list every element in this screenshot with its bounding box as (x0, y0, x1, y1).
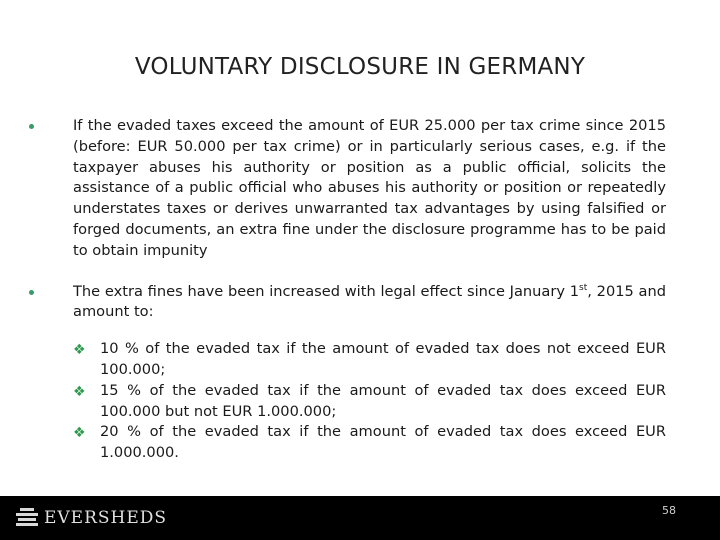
diamond-bullet-icon: ❖ (73, 425, 86, 442)
bullet-text-continued: , 2015 and amount to: (73, 282, 667, 321)
sub-bullet-text: 10 % of the evaded tax if the amount of evaded tax does not exceed EUR 100.000; (100, 340, 666, 378)
ordinal-superscript: st (579, 282, 588, 293)
page-number: 58 (662, 504, 676, 517)
bullet-text: The extra fines have been increased with legal effect since January 1 (73, 282, 580, 300)
sub-bullet-text: 20 % of the evaded tax if the amount of evaded tax does exceed EUR 1.000.000. (100, 423, 666, 462)
bullet-dot-icon (29, 290, 34, 295)
footer-bar (0, 496, 720, 540)
sub-bullet-item (73, 381, 666, 423)
sub-bullet-list (73, 339, 666, 464)
bullet-text: If the evaded taxes exceed the amount of EUR 25.000 per tax crime since 2015 (before: EUR 50.000 per tax crime) or in particularly serious cases, e.g. if the taxpayer abuses his authority or position as a public official, solicits the assistance of a public official who abuses his authority or position or repeatedly understates taxes or derives unwarranted tax advantages by using falsified or forged documents, an extra fine under the disclosure programme has to be paid to obtain impunity (73, 117, 666, 259)
sub-bullet-item (73, 339, 666, 381)
diamond-bullet-icon: ❖ (73, 342, 86, 359)
slide-title: VOLUNTARY DISCLOSURE IN GERMANY (134, 54, 586, 80)
bullet-list (29, 116, 666, 464)
logo-mark-icon (16, 507, 38, 529)
bullet-dot-icon (29, 124, 34, 129)
sub-bullet-text: 15 % of the evaded tax if the amount of evaded tax does exceed EUR 100.000 but not EUR 1.000.000; (100, 381, 666, 420)
bullet-item (29, 116, 666, 262)
logo-text: EVERSHEDS (44, 508, 168, 528)
bullet-item (29, 282, 666, 464)
sub-bullet-item (73, 422, 666, 464)
diamond-bullet-icon: ❖ (73, 383, 86, 400)
eversheds-logo (16, 507, 167, 529)
